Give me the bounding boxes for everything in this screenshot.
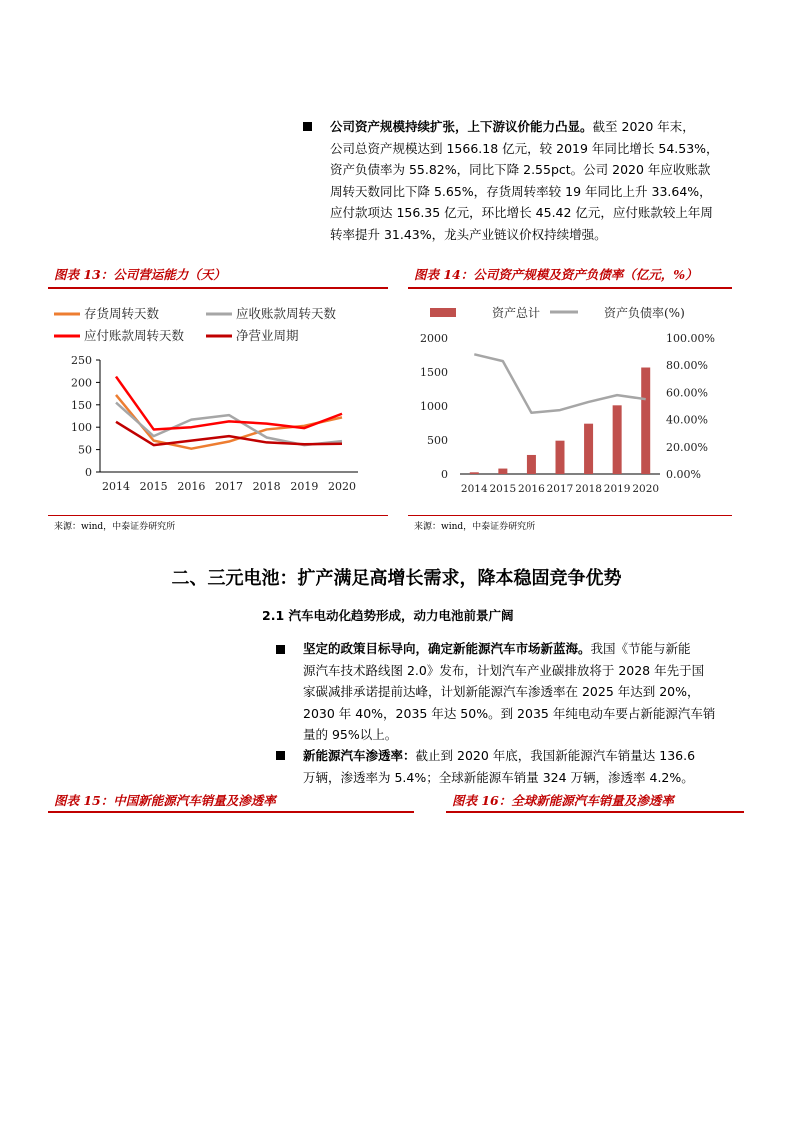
legend-label: 应付账款周转天数 [84, 328, 185, 343]
figure-13-source: 来源：wind，中泰证券研究所 [54, 522, 176, 532]
x-tick-label: 2015 [489, 483, 517, 495]
figure-13-chart [48, 290, 388, 510]
figure-13-title: 图表 13：公司营运能力（天） [54, 267, 226, 282]
paragraph-3-lead: 新能源汽车渗透率： [303, 748, 416, 763]
figure-13-bottom-rule [48, 515, 388, 516]
x-tick-label: 2014 [102, 480, 130, 493]
bar-asset-total [556, 441, 565, 474]
figure-15-rule [48, 811, 414, 813]
paragraph-policy: 坚定的政策目标导向，确定新能源汽车市场新蓝海。我国《节能与新能 源汽车技术路线图 2.0》发布，计划汽车产业碳排放将于 2028 年先于国 家碳减排承诺提前达峰，计划新能源汽车渗透率在 2025 年达到 20%， 2030 年 40%，2035 年达 50%。到 2035 年纯电动车要占新能源汽车销 量的 95%以上。 [303, 641, 716, 742]
figure-14-bottom-rule [408, 515, 732, 516]
subsection-heading: 2.1 汽车电动化趋势形成，动力电池前景广阔 [262, 608, 514, 623]
figure-14-top-rule [408, 287, 732, 289]
x-tick-label: 2016 [518, 483, 545, 495]
y2-tick-label: 40.00% [666, 413, 708, 427]
y2-tick-label: 80.00% [666, 359, 708, 373]
figure-15-title: 图表 15：中国新能源汽车销量及渗透率 [54, 793, 276, 808]
bar-asset-total [527, 455, 536, 474]
series-line [116, 377, 342, 430]
series-line-debt-ratio [474, 354, 645, 412]
x-tick-label: 2019 [603, 483, 631, 495]
x-tick-label: 2017 [546, 483, 574, 495]
figure-16-rule [446, 811, 744, 813]
x-tick-label: 2015 [139, 480, 168, 493]
paragraph-1-lead: 公司资产规模持续扩张，上下游议价能力凸显。 [330, 119, 593, 134]
y-tick-label: 250 [71, 354, 92, 367]
legend-label: 资产负债率(%) [604, 306, 685, 320]
bullet-2 [276, 645, 285, 654]
y-tick-label: 500 [427, 434, 448, 447]
bar-asset-total [498, 469, 507, 474]
bullet-3 [276, 751, 285, 760]
y2-tick-label: 0.00% [666, 468, 701, 481]
figure-16-title: 图表 16：全球新能源汽车销量及渗透率 [452, 793, 674, 808]
paragraph-penetration: 新能源汽车渗透率：截止到 2020 年底，我国新能源汽车销量达 136.6 万辆，渗透率为 5.4%；全球新能源车销量 324 万辆，渗透率 4.2%。 [303, 748, 696, 785]
x-tick-label: 2017 [215, 480, 243, 493]
y2-tick-label: 60.00% [666, 386, 708, 400]
x-tick-label: 2016 [177, 480, 206, 493]
y-tick-label: 0 [85, 466, 92, 479]
x-tick-label: 2020 [328, 480, 356, 493]
y2-tick-label: 20.00% [666, 440, 708, 454]
figure-14-source: 来源：wind，中泰证券研究所 [414, 522, 536, 532]
bar-asset-total [584, 424, 593, 474]
y-tick-label: 50 [78, 443, 92, 457]
x-tick-label: 2018 [252, 480, 281, 493]
y-tick-label: 150 [71, 398, 92, 412]
legend-label: 应收账款周转天数 [236, 306, 337, 321]
y-tick-label: 1500 [420, 366, 448, 379]
y2-tick-label: 100.00% [666, 332, 715, 345]
figure-14-chart [408, 290, 732, 510]
legend-label: 存货周转天数 [84, 306, 160, 321]
paragraph-2-lead: 坚定的政策目标导向，确定新能源汽车市场新蓝海。 [303, 641, 591, 656]
figure-13-top-rule [48, 287, 388, 289]
bar-asset-total [470, 472, 479, 474]
legend-label: 资产总计 [492, 306, 541, 320]
y-tick-label: 0 [441, 468, 448, 481]
y-tick-label: 1000 [420, 400, 448, 413]
x-tick-label: 2019 [290, 480, 319, 493]
y-tick-label: 200 [71, 376, 92, 390]
paragraph-asset-scale: 公司资产规模持续扩张，上下游议价能力凸显。截至 2020 年末， 公司总资产规模达到 1566.18 亿元，较 2019 年同比增长 54.53%， 资产负债率为 55.82%，同比下降 2.55pct。公司 2020 年应收账款 周转天数同比下降 5.65%，存货周转率较 19 年同比上升 33.64%， 应付款项达 156.35 亿元，环比增长 45.42 亿元，应付账款较上年周 转率提升 31.43%，龙头产业链议价权持续增强。 [330, 119, 719, 242]
legend-swatch [430, 308, 456, 317]
x-tick-label: 2020 [632, 483, 660, 495]
y-tick-label: 100 [71, 421, 92, 435]
y-tick-label: 2000 [420, 332, 448, 345]
figure-14-title: 图表 14：公司资产规模及资产负债率（亿元，%） [414, 267, 698, 282]
bullet-1 [303, 122, 312, 131]
x-tick-label: 2014 [460, 483, 488, 495]
section-heading: 二、三元电池：扩产满足高增长需求，降本稳固竞争优势 [171, 568, 622, 589]
bar-asset-total [613, 405, 622, 474]
bar-asset-total [641, 368, 650, 474]
legend-label: 净营业周期 [236, 328, 299, 343]
x-tick-label: 2018 [575, 483, 602, 495]
